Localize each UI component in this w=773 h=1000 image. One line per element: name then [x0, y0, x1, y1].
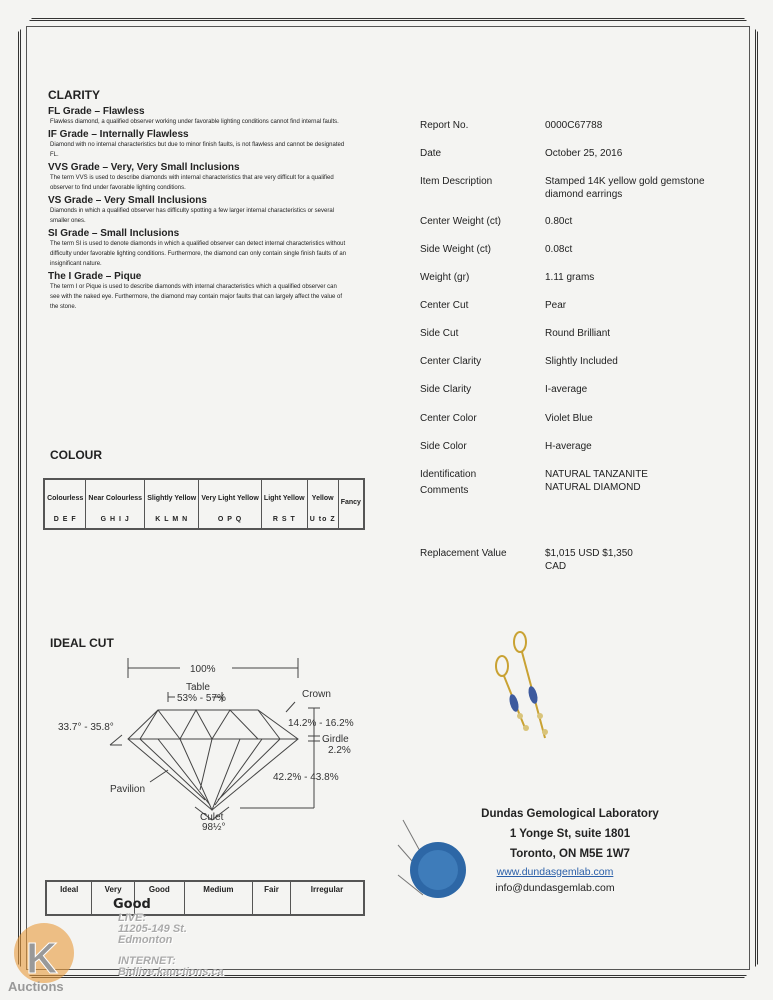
- svg-text:K: K: [26, 934, 58, 983]
- culet-label: Culet: [200, 812, 224, 823]
- ideal-cut-title: IDEAL CUT: [50, 636, 114, 650]
- colour-name: Very Light Yellow: [201, 495, 259, 502]
- clarity-grade-text: The term VVS is used to describe diamonds with internal characteristics that are very difficult for a qualified observer to find under favorable lighting conditions.: [50, 175, 334, 191]
- colour-column: [86, 479, 145, 529]
- report-value: H-average: [545, 441, 592, 452]
- culet-angle-label: 98½°: [202, 822, 226, 830]
- colour-grades: D E F: [53, 515, 77, 523]
- report-label: Weight (gr): [420, 272, 470, 283]
- internet-label: INTERNET:: [118, 955, 176, 967]
- diamond-cut-diagram: [40, 650, 370, 830]
- colour-column: [44, 479, 86, 529]
- crown-label: Crown: [302, 689, 331, 700]
- report-label: Center Color: [420, 413, 477, 424]
- clarity-grade-heading: FL Grade – Flawless: [48, 106, 145, 117]
- colour-column: [261, 479, 307, 529]
- colour-column: [338, 479, 364, 529]
- pavilion-label: Pavilion: [110, 784, 146, 795]
- report-value: 1.11 grams: [545, 272, 595, 283]
- clarity-grade-text: Diamonds in which a qualified observer has difficulty spotting a few larger internal characteristics or several smaller ones.: [50, 208, 335, 224]
- report-label: Date: [420, 148, 442, 159]
- table-range-label: 53% - 57%: [177, 693, 226, 704]
- live-city: Edmonton: [118, 934, 173, 946]
- live-label: LIVE:: [118, 912, 147, 924]
- colour-grades: K L M N: [155, 515, 189, 523]
- report-label: Center Weight (ct): [420, 216, 501, 227]
- report-label: Report No.: [420, 120, 469, 131]
- report-value: Round Brilliant: [545, 328, 611, 339]
- report-value: 0.80ct: [545, 216, 573, 227]
- cut-grade-cell: Fair: [252, 881, 290, 915]
- colour-column: [199, 479, 262, 529]
- colour-name: Fancy: [340, 498, 361, 506]
- clarity-grade-heading: VVS Grade – Very, Very Small Inclusions: [48, 162, 240, 173]
- clarity-grade-text: The term I or Pique is used to describe diamonds with internal characteristics which a qualified observer can see with the naked eye. Furthermore, the diamond may contain major faults that can largely affect the value of the stone.: [50, 284, 343, 310]
- report-label: Side Color: [420, 441, 467, 452]
- cut-grade-cell: Very: [92, 881, 134, 915]
- colour-title: COLOUR: [50, 448, 102, 462]
- colour-column: [307, 479, 338, 529]
- auction-watermark: [118, 913, 224, 978]
- report-label: Identification Comments: [420, 469, 477, 496]
- lab-name: Dundas Gemological Laboratory: [481, 808, 659, 820]
- colour-name: Light Yellow: [263, 495, 305, 502]
- colour-name: Slightly Yellow: [147, 495, 197, 502]
- report-label: Center Clarity: [420, 356, 482, 367]
- colour-grades: R S T: [272, 515, 296, 523]
- live-address: 11205-149 St.: [118, 923, 187, 935]
- clarity-grade-heading: The I Grade – Pique: [48, 271, 142, 282]
- report-value: 0.08ct: [545, 244, 573, 255]
- clarity-grades: [48, 104, 348, 312]
- clarity-grade-text: The term SI is used to denote diamonds in which a qualified observer can detect internal characteristics without difficulty under favorable lighting conditions. Furthermore, the diamond can only contain single finish faults of an insignificant nature.: [50, 241, 347, 267]
- report-value: $1,015 USD $1,350 CAD: [545, 548, 633, 572]
- crown-height-label: 14.2% - 16.2%: [288, 718, 354, 729]
- lab-info: [470, 804, 670, 896]
- report-value: NATURAL TANZANITE NATURAL DIAMOND: [545, 469, 648, 493]
- clarity-title: CLARITY: [48, 88, 100, 102]
- colour-name: Colourless: [47, 495, 84, 502]
- cut-grade-cell: Irregular: [291, 881, 364, 915]
- report-value: Pear: [545, 300, 567, 311]
- report-label: Item Description: [420, 176, 493, 187]
- clarity-grade-heading: SI Grade – Small Inclusions: [48, 228, 180, 239]
- report-value: 0000C67788: [545, 120, 603, 131]
- colour-name: Near Colourless: [88, 495, 143, 502]
- pavilion-depth-label: 42.2% - 43.8%: [273, 772, 339, 783]
- cut-grade-cell: Good: [134, 881, 184, 915]
- clarity-grade-heading: IF Grade – Internally Flawless: [48, 129, 189, 140]
- report-value: Violet Blue: [545, 413, 593, 424]
- table-label: Table: [186, 682, 210, 693]
- internet-url: Bidlive.kauctions.ca: [118, 966, 224, 978]
- kastner-auctions-logo: [6, 915, 92, 995]
- lab-website-link[interactable]: www.dundasgemlab.com: [496, 866, 614, 878]
- width-label: 100%: [190, 664, 216, 675]
- colour-grades: O P Q: [217, 515, 243, 523]
- colour-grades: G H I J: [100, 515, 130, 523]
- clarity-grade-text: Flawless diamond, a qualified observer working under favorable lighting conditions cannot find internal faults.: [50, 119, 339, 125]
- colour-name: Yellow: [311, 495, 334, 502]
- colour-table: [43, 478, 365, 530]
- girdle-label: Girdle: [322, 734, 349, 745]
- colour-grades: U to Z: [309, 515, 336, 523]
- earrings-photo: [490, 628, 610, 753]
- report-value: I-average: [545, 384, 588, 395]
- handwritten-grade: Good: [113, 897, 151, 912]
- crown-angle-label: 33.7° - 35.8°: [58, 722, 114, 733]
- svg-text:Auctions: Auctions: [8, 979, 64, 994]
- cut-grade-cell: Ideal: [46, 881, 92, 915]
- report-label: Side Weight (ct): [420, 244, 491, 255]
- report-label: Center Cut: [420, 300, 469, 311]
- report-value: October 25, 2016: [545, 148, 623, 159]
- clarity-grade-text: Diamond with no internal characteristics but due to minor finish faults, is not flawless and cannot be designated FL.: [50, 142, 345, 158]
- girdle-value: 2.2%: [328, 745, 351, 756]
- lab-address-1: 1 Yonge St, suite 1801: [509, 828, 631, 840]
- lab-email: info@dundasgemlab.com: [495, 882, 615, 894]
- cut-grade-table: [45, 880, 365, 916]
- report-value: Slightly Included: [545, 356, 618, 367]
- report-label: Side Cut: [420, 328, 459, 339]
- report-label: Replacement Value: [420, 548, 507, 559]
- report-label: Side Clarity: [420, 384, 472, 395]
- lab-address-2: Toronto, ON M5E 1W7: [510, 848, 630, 860]
- colour-column: [145, 479, 199, 529]
- clarity-grade-heading: VS Grade – Very Small Inclusions: [48, 195, 207, 206]
- report-value: Stamped 14K yellow gold gemstone diamond earrings: [545, 176, 705, 200]
- cut-grade-cell: Medium: [184, 881, 252, 915]
